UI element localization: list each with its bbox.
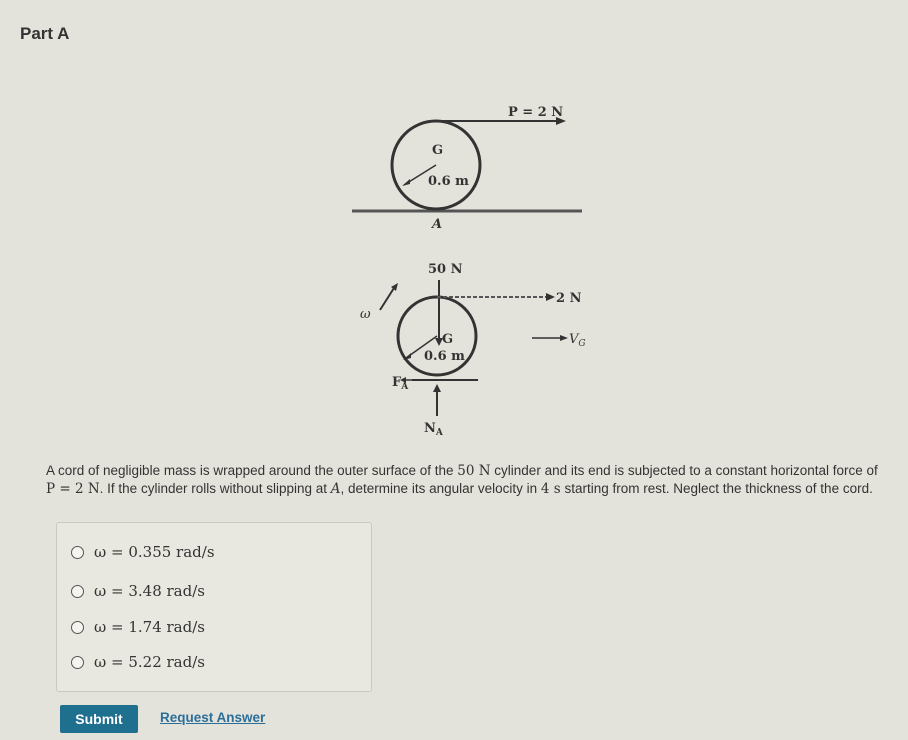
cylinder-diagram — [352, 105, 582, 232]
answer-option-label: ω = 5.22 rad/s — [94, 653, 205, 671]
omega-arrow — [380, 288, 394, 310]
normal-label: $N_A$ — [424, 421, 443, 438]
center-g-label: G — [432, 143, 444, 158]
omega-label: ω — [360, 307, 371, 322]
answer-option-label: ω = 1.74 rad/s — [94, 618, 205, 636]
friction-label: $F_A$ — [392, 375, 409, 392]
part-title: Part A — [20, 24, 70, 43]
fbd-force-arrowhead — [546, 293, 555, 301]
request-answer-link[interactable]: Request Answer — [160, 710, 266, 725]
radius-label: 0.6 m — [428, 174, 469, 189]
answer-options — [56, 522, 372, 692]
answer-option[interactable] — [71, 618, 205, 636]
fbd-radius-label: 0.6 m — [424, 349, 465, 364]
force-p-label: P = 2 N — [508, 105, 564, 120]
radius-arrowhead — [402, 179, 410, 186]
weight-label: 50 N — [428, 262, 463, 277]
answer-option-label: ω = 0.355 rad/s — [94, 543, 215, 561]
fbd-force-label: 2 N — [556, 291, 582, 306]
normal-arrowhead — [433, 384, 441, 392]
answer-option[interactable] — [71, 543, 215, 561]
answer-option-label: ω = 3.48 rad/s — [94, 582, 205, 600]
fbd-g-label: G — [442, 332, 454, 347]
velocity-label: $V_G$ — [569, 332, 586, 349]
velocity-arrowhead — [560, 335, 568, 341]
radio-button[interactable] — [71, 585, 84, 598]
contact-a-label: A — [432, 217, 443, 232]
problem-figure — [340, 90, 610, 440]
question-text: A cord of negligible mass is wrapped around the outer surface of the 50 N cylinder and its end is subjected to a constant horizontal force of P = 2 N. If the cylinder rolls without slipping at A, determine its angular velocity in 4 s starting from rest. Neglect the thickness of the cord. — [46, 463, 878, 497]
free-body-diagram — [360, 262, 586, 438]
radio-button[interactable] — [71, 621, 84, 634]
submit-button[interactable]: Submit — [60, 705, 138, 733]
answer-option[interactable] — [71, 653, 205, 671]
radio-button[interactable] — [71, 656, 84, 669]
answer-option[interactable] — [71, 582, 205, 600]
radio-button[interactable] — [71, 546, 84, 559]
